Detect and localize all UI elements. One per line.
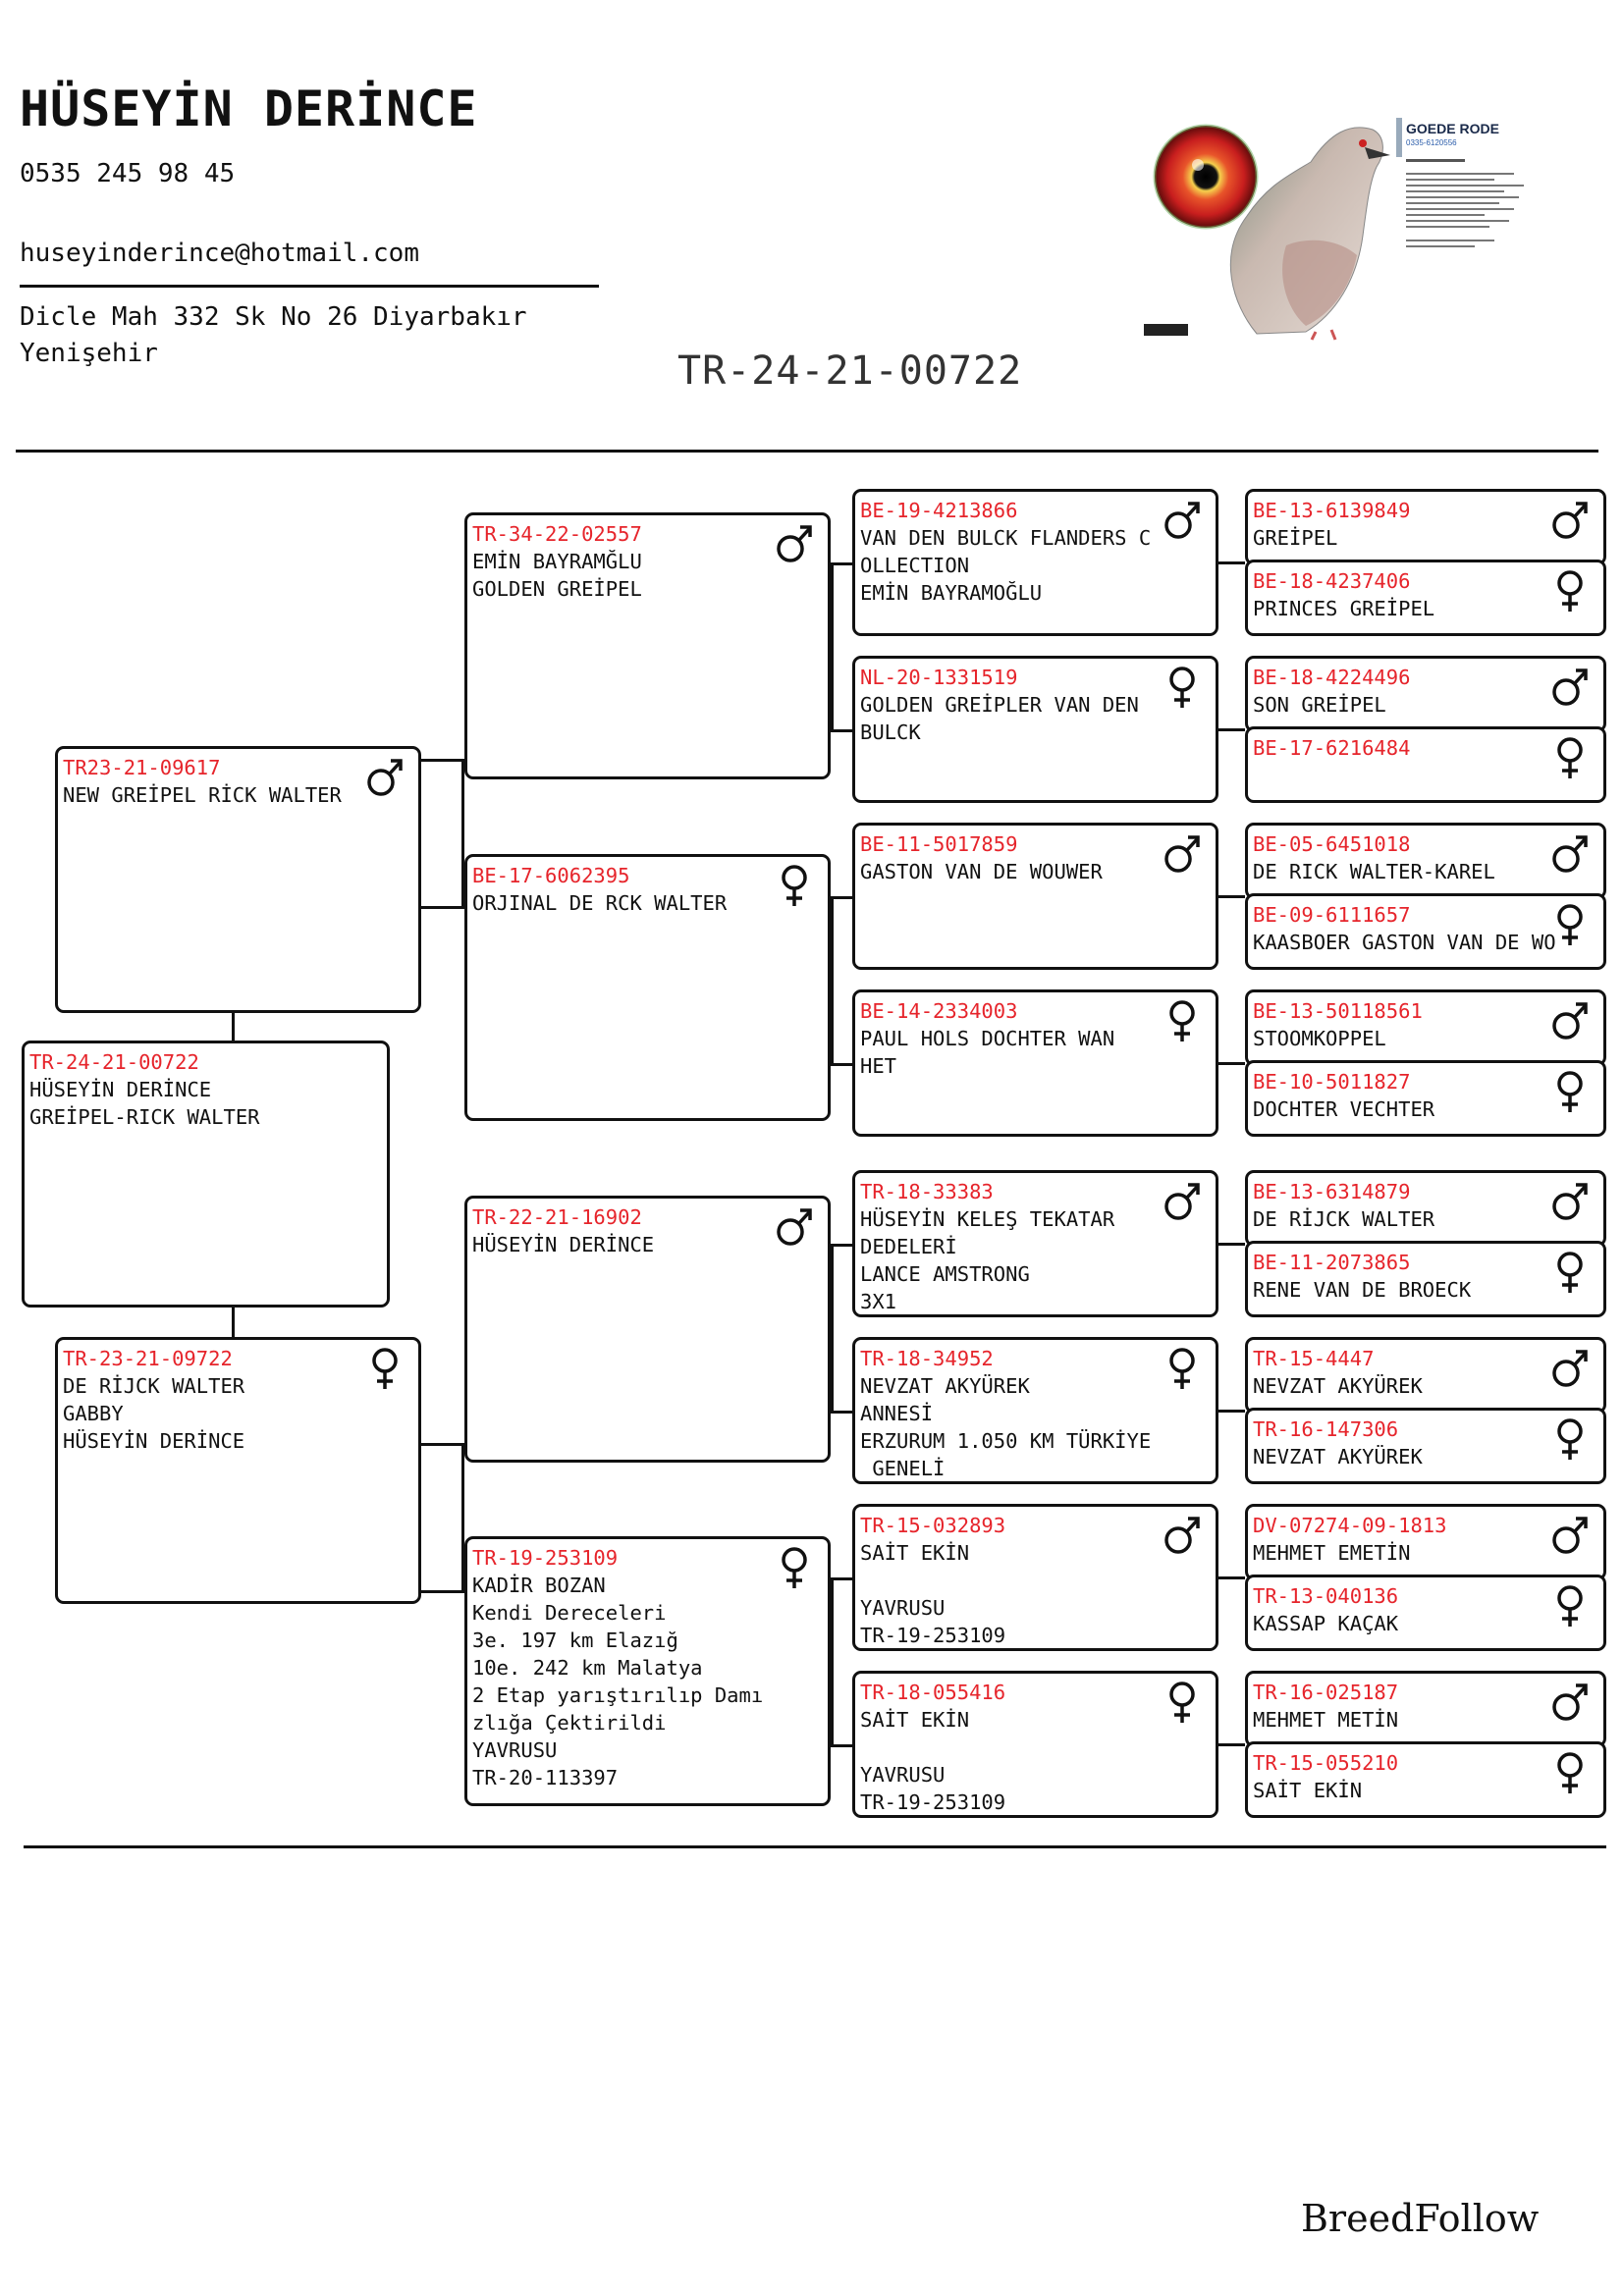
ring-number: TR-23-21-09722 (63, 1347, 233, 1370)
pigeon-info-line: 2 Etap yarıştırılıp Damı (472, 1683, 764, 1707)
male-symbol-icon (1550, 1346, 1590, 1391)
pigeon-info-line: BULCK (860, 721, 921, 744)
pigeon-info-line: ERZURUM 1.050 KM TÜRKİYE (860, 1429, 1152, 1453)
pigeon-info-line (860, 1734, 1211, 1761)
ring-number: TR-24-21-00722 (29, 1050, 199, 1074)
pigeon-info-line: EMİN BAYRAMĞLU (472, 550, 642, 573)
breeder-email: huseyinderince@hotmail.com (20, 239, 419, 268)
dam-dam-card[interactable] (464, 1536, 831, 1806)
pigeon-info-line: YAVRUSU (860, 1763, 946, 1787)
connector-line (831, 562, 834, 732)
female-symbol-icon (1550, 1583, 1590, 1629)
g3-card-8[interactable] (852, 1671, 1218, 1818)
ring-number: BE-10-5011827 (1253, 1070, 1411, 1094)
g4-card-1[interactable] (1245, 489, 1606, 565)
pigeon-info-line: 3X1 (860, 1290, 897, 1313)
female-symbol-icon (1163, 1680, 1202, 1725)
male-symbol-icon (775, 521, 814, 566)
subject-pigeon-card[interactable] (22, 1041, 390, 1308)
dam-card[interactable] (55, 1337, 421, 1604)
pigeon-info-line: TR-19-253109 (860, 1624, 1006, 1647)
pigeon-info-line: 10e. 242 km Malatya (472, 1656, 703, 1680)
female-symbol-icon (1550, 1416, 1590, 1462)
connector-line (461, 1443, 464, 1593)
g4-card-3[interactable] (1245, 656, 1606, 732)
female-symbol-icon (1163, 998, 1202, 1043)
ring-number: BE-19-4213866 (860, 499, 1018, 522)
pigeon-ring-title: TR-24-21-00722 (677, 348, 1023, 394)
pigeon-info-line: DE RİJCK WALTER (1253, 1207, 1435, 1231)
male-symbol-icon (1550, 998, 1590, 1043)
connector-line (1218, 1576, 1245, 1579)
ring-number: BE-05-6451018 (1253, 832, 1411, 856)
male-symbol-icon (1163, 498, 1202, 543)
ring-number: TR-15-055210 (1253, 1751, 1399, 1775)
connector-line (831, 1411, 852, 1414)
g4-card-14[interactable] (1245, 1575, 1606, 1651)
breedfollow-logo: BreedFollow (1301, 2197, 1540, 2240)
male-symbol-icon (1550, 1179, 1590, 1224)
g4-card-8[interactable] (1245, 1060, 1606, 1137)
pigeon-info-line: SON GREİPEL (1253, 693, 1386, 717)
ring-number: TR-16-147306 (1253, 1417, 1399, 1441)
male-symbol-icon (1550, 665, 1590, 710)
pigeon-info-line: HET (860, 1054, 897, 1078)
pigeon-info-line: SAİT EKİN (860, 1708, 970, 1732)
female-symbol-icon (1550, 1750, 1590, 1795)
connector-line (831, 729, 852, 732)
ring-number: TR23-21-09617 (63, 756, 221, 779)
g3-card-1[interactable] (852, 489, 1218, 636)
pigeon-info-line: YAVRUSU (472, 1738, 558, 1762)
header-underline (20, 285, 599, 288)
male-symbol-icon (1550, 1680, 1590, 1725)
ring-number: TR-22-21-16902 (472, 1205, 642, 1229)
pigeon-info-line: Kendi Dereceleri (472, 1601, 667, 1625)
connector-line (831, 1244, 852, 1247)
connector-line (831, 562, 852, 565)
g3-card-4[interactable] (852, 989, 1218, 1137)
connector-line (421, 906, 464, 909)
ring-number: TR-16-025187 (1253, 1681, 1399, 1704)
pigeon-info-line: HÜSEYİN DERİNCE (63, 1429, 245, 1453)
ring-number: BE-11-2073865 (1253, 1251, 1411, 1274)
breeder-phone: 0535 245 98 45 (20, 159, 236, 188)
pigeon-info-line: TR-19-253109 (860, 1790, 1006, 1814)
ring-number: TR-15-032893 (860, 1514, 1006, 1537)
male-symbol-icon (775, 1204, 814, 1250)
ring-number: BE-09-6111657 (1253, 903, 1411, 927)
pigeon-info-line: STOOMKOPPEL (1253, 1027, 1386, 1050)
female-symbol-icon (1550, 902, 1590, 947)
pigeon-info-line: KAASBOER GASTON VAN DE WO (1253, 931, 1556, 954)
g4-card-6[interactable] (1245, 893, 1606, 970)
connector-line (831, 1063, 852, 1066)
female-symbol-icon (775, 1545, 814, 1590)
pigeon-info-line: PAUL HOLS DOCHTER WAN (860, 1027, 1115, 1050)
connector-subject-dam (232, 1308, 235, 1337)
ring-number: TR-19-253109 (472, 1546, 619, 1570)
male-symbol-icon (365, 755, 405, 800)
connector-line (1218, 1062, 1245, 1065)
pigeon-info-line: DOCHTER VECHTER (1253, 1097, 1435, 1121)
female-symbol-icon (1550, 735, 1590, 780)
male-symbol-icon (1550, 1513, 1590, 1558)
connector-line (421, 759, 464, 762)
ring-number: TR-18-34952 (860, 1347, 994, 1370)
pigeon-info-line: TR-20-113397 (472, 1766, 619, 1789)
g4-card-16[interactable] (1245, 1741, 1606, 1818)
male-symbol-icon (1550, 831, 1590, 877)
pigeon-info-line: HÜSEYİN DERİNCE (472, 1233, 655, 1256)
ring-number: BE-13-6314879 (1253, 1180, 1411, 1203)
g3-card-6[interactable] (852, 1337, 1218, 1484)
pigeon-info-line: NEVZAT AKYÜREK (1253, 1445, 1423, 1468)
g4-card-12[interactable] (1245, 1408, 1606, 1484)
ring-number: TR-34-22-02557 (472, 522, 642, 546)
sire-card[interactable] (55, 746, 421, 1013)
ring-number: BE-11-5017859 (860, 832, 1018, 856)
female-symbol-icon (1163, 665, 1202, 710)
pigeon-info-line: GOLDEN GREİPEL (472, 577, 642, 601)
breeder-address-line2: Yenişehir (20, 339, 158, 368)
female-symbol-icon (1550, 1250, 1590, 1295)
connector-line (1218, 1743, 1245, 1746)
g4-card-10[interactable] (1245, 1241, 1606, 1317)
male-symbol-icon (1163, 1179, 1202, 1224)
male-symbol-icon (1163, 1513, 1202, 1558)
ring-number: NL-20-1331519 (860, 666, 1018, 689)
ring-number: BE-14-2334003 (860, 999, 1018, 1023)
connector-line (831, 1744, 852, 1747)
ring-number: TR-13-040136 (1253, 1584, 1399, 1608)
female-symbol-icon (1163, 1346, 1202, 1391)
pigeon-info-line: ANNESİ (860, 1402, 934, 1425)
sire-sire-card[interactable] (464, 512, 831, 779)
connector-line (1218, 1243, 1245, 1246)
connector-subject-sire (232, 1013, 235, 1041)
pigeon-info-line: DE RİJCK WALTER (63, 1374, 245, 1398)
sire-dam-card[interactable] (464, 854, 831, 1121)
pigeon-info-line: ORJINAL DE RCK WALTER (472, 891, 728, 915)
breeder-address-line1: Dicle Mah 332 Sk No 26 Diyarbakır (20, 302, 527, 332)
g3-card-3[interactable] (852, 823, 1218, 970)
dam-sire-card[interactable] (464, 1196, 831, 1463)
pigeon-info-line: GASTON VAN DE WOUWER (860, 860, 1103, 883)
pigeon-info-line: HÜSEYİN DERİNCE (29, 1078, 212, 1101)
connector-line (831, 896, 834, 1066)
connector-line (421, 1590, 464, 1593)
breeder-name: HÜSEYİN DERİNCE (20, 80, 478, 137)
male-symbol-icon (1550, 498, 1590, 543)
female-symbol-icon (1550, 1069, 1590, 1114)
connector-line (1218, 561, 1245, 564)
pigeon-info-line: LANCE AMSTRONG (860, 1262, 1030, 1286)
connector-line (831, 896, 852, 899)
male-symbol-icon (1163, 831, 1202, 877)
connector-line (831, 1244, 834, 1414)
connector-line (831, 1577, 852, 1580)
pigeon-info-line: GREİPEL-RICK WALTER (29, 1105, 260, 1129)
female-symbol-icon (775, 863, 814, 908)
pigeon-info-line: KASSAP KAÇAK (1253, 1612, 1399, 1635)
ring-number: TR-18-055416 (860, 1681, 1006, 1704)
pigeon-info-line: DE RICK WALTER-KAREL (1253, 860, 1495, 883)
g4-card-5[interactable] (1245, 823, 1606, 899)
pigeon-info-line: VAN DEN BULCK FLANDERS C (860, 526, 1152, 550)
pigeon-info-line: NEW GREİPEL RİCK WALTER (63, 783, 342, 807)
ring-number: DV-07274-09-1813 (1253, 1514, 1447, 1537)
g3-card-2[interactable] (852, 656, 1218, 803)
pigeon-photo (1139, 108, 1551, 344)
pigeon-info-line: HÜSEYİN KELEŞ TEKATAR (860, 1207, 1115, 1231)
connector-line (461, 759, 464, 909)
pigeon-info-line: SAİT EKİN (1253, 1779, 1363, 1802)
pigeon-info-line: EMİN BAYRAMOĞLU (860, 581, 1043, 605)
bottom-rule (24, 1845, 1606, 1848)
pigeon-info-line: GOLDEN GREİPLER VAN DEN (860, 693, 1139, 717)
pigeon-info-line: GENELİ (860, 1457, 946, 1480)
connector-line (1218, 895, 1245, 898)
pigeon-info-line: DEDELERİ (860, 1235, 957, 1258)
g4-card-13[interactable] (1245, 1504, 1606, 1580)
pigeon-info-line: GABBY (63, 1402, 124, 1425)
pigeon-info-line: OLLECTION (860, 554, 970, 577)
pigeon-info-line: YAVRUSU (860, 1596, 946, 1620)
pigeon-info-line: MEHMET EMETİN (1253, 1541, 1411, 1565)
g4-card-15[interactable] (1245, 1671, 1606, 1747)
ring-number: BE-18-4224496 (1253, 666, 1411, 689)
ring-number: BE-17-6062395 (472, 864, 630, 887)
pigeon-info-line: KADİR BOZAN (472, 1574, 606, 1597)
pigeon-info-line (860, 1567, 1211, 1594)
g4-card-2[interactable] (1245, 560, 1606, 636)
photo-sub: 0335-6120556 (1406, 138, 1457, 147)
connector-line (421, 1443, 464, 1446)
g4-card-7[interactable] (1245, 989, 1606, 1066)
pigeon-info-line: PRINCES GREİPEL (1253, 597, 1435, 620)
connector-line (1218, 728, 1245, 731)
pigeon-info-line: MEHMET METİN (1253, 1708, 1399, 1732)
pigeon-info-line: SAİT EKİN (860, 1541, 970, 1565)
ring-number: BE-13-6139849 (1253, 499, 1411, 522)
ring-number: BE-17-6216484 (1253, 736, 1411, 760)
pigeon-info-line: NEVZAT AKYÜREK (860, 1374, 1030, 1398)
pigeon-info-line: NEVZAT AKYÜREK (1253, 1374, 1423, 1398)
ring-number: BE-13-50118561 (1253, 999, 1423, 1023)
g4-card-9[interactable] (1245, 1170, 1606, 1247)
g4-card-11[interactable] (1245, 1337, 1606, 1414)
pigeon-info-line: zlığa Çektirildi (472, 1711, 667, 1735)
female-symbol-icon (365, 1346, 405, 1391)
connector-line (1218, 1410, 1245, 1413)
female-symbol-icon (1550, 568, 1590, 614)
g3-card-5[interactable] (852, 1170, 1218, 1317)
ring-number: TR-18-33383 (860, 1180, 994, 1203)
connector-line (831, 1577, 834, 1747)
ring-number: TR-15-4447 (1253, 1347, 1375, 1370)
pigeon-info-line: 3e. 197 km Elazığ (472, 1629, 678, 1652)
pigeon-info-line: GREİPEL (1253, 526, 1338, 550)
top-rule (16, 450, 1598, 453)
pigeon-info-line: RENE VAN DE BROECK (1253, 1278, 1472, 1302)
ring-number: BE-18-4237406 (1253, 569, 1411, 593)
photo-label: GOEDE RODE (1406, 121, 1499, 136)
g4-card-4[interactable] (1245, 726, 1606, 803)
g3-card-7[interactable] (852, 1504, 1218, 1651)
